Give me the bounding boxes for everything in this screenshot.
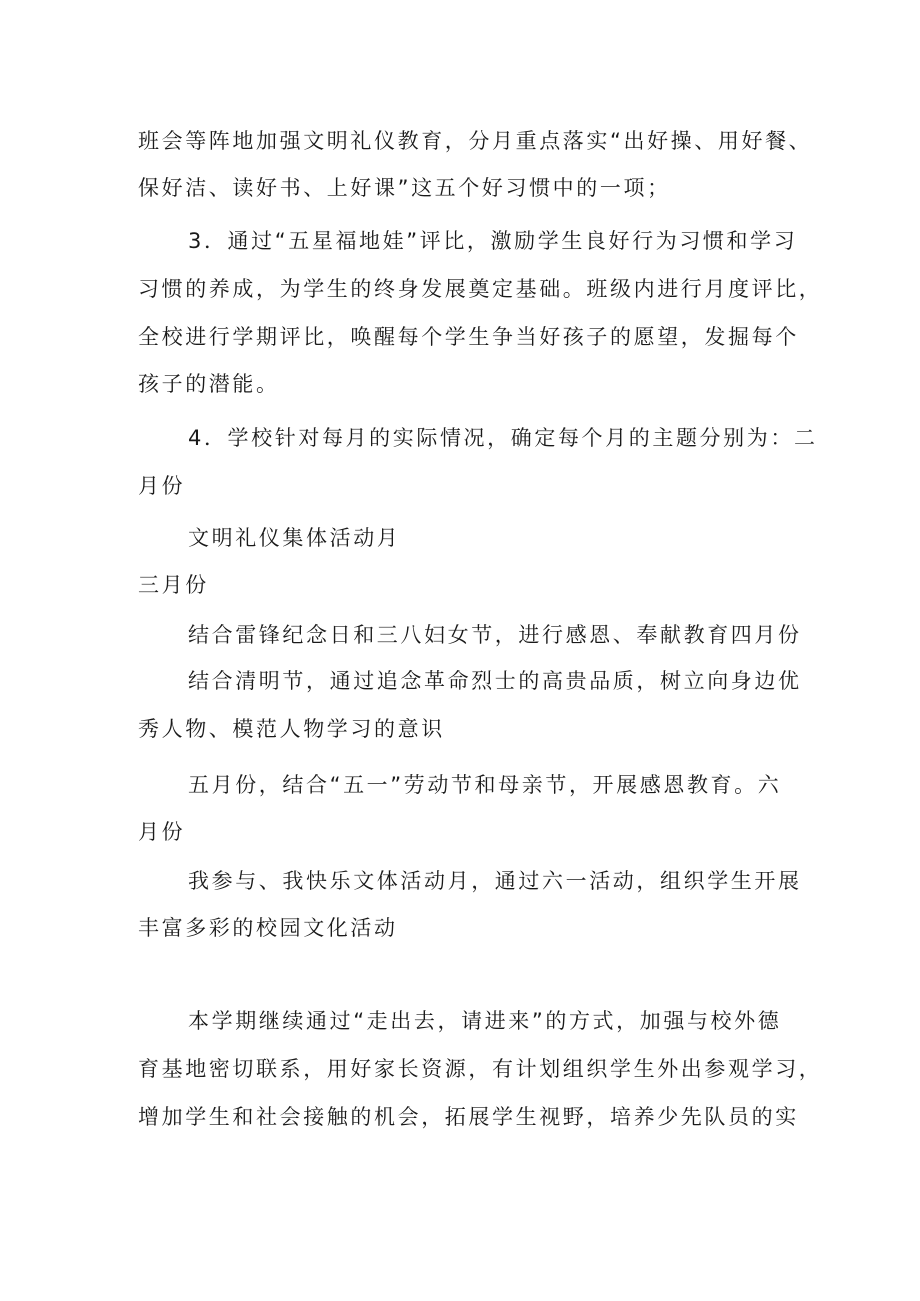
text-line: 增加学生和社会接触的机会，拓展学生视野，培养少先队员的实 <box>138 1105 799 1129</box>
text-line: 育基地密切联系，用好家长资源，有计划组织学生外出参观学习， <box>138 1057 823 1081</box>
april-theme: 结合清明节，通过追念革命烈士的高贵品质，树立向身边优 <box>188 669 802 693</box>
text-line: 丰富多彩的校园文化活动 <box>138 916 398 940</box>
february-theme: 文明礼仪集体活动月 <box>188 526 401 550</box>
text-line: 班会等阵地加强文明礼仪教育，分月重点落实“出好操、用好餐、 <box>138 129 813 153</box>
text-line: 保好洁、读好书、上好课”这五个好习惯中的一项； <box>138 176 671 200</box>
text-line: 习惯的养成，为学生的终身发展奠定基础。班级内进行月度评比， <box>138 277 823 301</box>
text-line: 秀人物、模范人物学习的意识 <box>138 717 445 741</box>
text-line: 月份 <box>138 474 186 498</box>
paragraph-3-start: 3．通过“五星福地娃”评比，激励学生良好行为习惯和学习 <box>188 229 798 253</box>
paragraph-4-start: 4．学校针对每月的实际情况，确定每个月的主题分别为：二 <box>188 426 818 450</box>
text-line: 全校进行学期评比，唤醒每个学生争当好孩子的愿望，发掘每个 <box>138 325 799 349</box>
paragraph-outreach-start: 本学期继续通过“走出去，请进来”的方式，加强与校外德 <box>188 1009 782 1033</box>
march-theme: 结合雷锋纪念日和三八妇女节，进行感恩、奉献教育四月份 <box>188 623 802 647</box>
june-theme: 我参与、我快乐文体活动月，通过六一活动，组织学生开展 <box>188 869 802 893</box>
march-label: 三月份 <box>138 573 209 597</box>
text-line: 月份 <box>138 820 186 844</box>
text-line: 孩子的潜能。 <box>138 372 280 396</box>
may-theme: 五月份，结合“五一”劳动节和母亲节，开展感恩教育。六 <box>188 773 782 797</box>
